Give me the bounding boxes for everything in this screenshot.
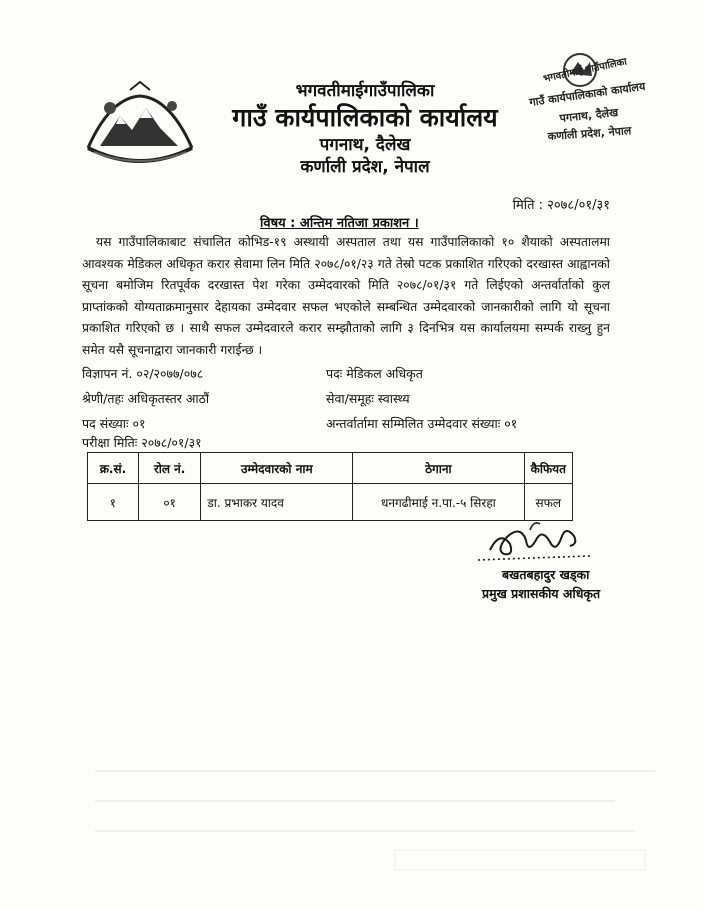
post-count: पद संख्याः ०१ [82,416,146,431]
cell-serial: १ [88,484,139,521]
interview-count: अन्तर्वार्तामा सम्मिलित उम्मेदवार संख्याः ०१ [326,416,518,431]
col-remarks: कैफियत [524,453,572,484]
office-name: गाउँ कार्यपालिकाको कार्यालय [232,103,498,132]
exam-date: परीक्षा मितिः २०७८/०१/३१ [82,435,202,450]
cell-candidate: डा. प्रभाकर यादव [201,484,353,521]
col-address: ठेगाना [353,453,524,484]
advert-number: विज्ञापन नं. ०२/२०७७/०७८ [82,366,204,381]
col-serial: क्र.सं. [88,453,139,484]
signatory-name: बखतबहादुर खड्का [502,567,590,582]
svg-text:कर्णाली प्रदेश, नेपाल: कर्णाली प्रदेश, नेपाल [547,124,632,143]
cell-roll: ०१ [138,484,201,521]
office-address: पगनाथ, दैलेख [319,135,411,155]
province-country: कर्णाली प्रदेश, नेपाल [300,157,430,177]
cell-address: धनगढीमाई न.पा.-५ सिरहा [353,484,524,521]
notice-date: मिति : २०७८/०१/३१ [512,198,610,213]
show-through-background [95,760,655,880]
service-group: सेवा/समूहः स्वास्थ्य [326,391,410,406]
svg-text:भगवतीमाई गाउँपालिका: भगवतीमाई गाउँपालिका [542,56,628,85]
letterhead [180,80,550,178]
cell-remarks: सफल [524,484,572,521]
svg-text:पगनाथ, दैलेख: पगनाथ, दैलेख [558,105,619,125]
post-name: पदः मेडिकल अधिकृत [326,366,423,381]
notice-subject: विषय : अन्तिम नतिजा प्रकाशन । [260,216,419,231]
notice-body: यस गाउँपालिकाबाट संचालित कोभिड-१९ अस्थायी अस्पताल तथा यस गाउँपालिकाको १० शैयाको अस्पतालमा आवश्यक मेडिकल अधिकृत करार सेवामा लिन मिति २०७८/०१/२३ गते तेस्रो पटक प्रकाशित गरिएको दरखास्त आह्वानको सूचना बमोजिम रितपूर्वक दरखास्त पेश गरेका उम्मेदवारको मिति २०७८/०१/३१ गते लिईएको अन्तर्वार्ताको कुल प्राप्तांकको योग्यताक्रमानुसार देहायका उम्मेदवार सफल भएकोले सम्बन्धित उम्मेदवारको जानकारीको लागि यो सूचना प्रकाशित गरिएको छ । साथै सफल उम्मेदवारले करार सम्झौताको लागि ३ दिनभित्र यस कार्यालयमा सम्पर्क राख्नु हुन समेत यसै सूचनाद्वारा जानकारी गराईन्छ । [82,235,610,357]
table-header-row [88,453,573,484]
post-level: श्रेणी/तहः अधिकृतस्तर आठौं [82,391,210,406]
office-stamp [520,44,650,154]
municipality-name: भगवतीमाईगाउँपालिका [295,81,435,101]
col-roll: रोल नं. [138,453,201,484]
svg-text:गाउँ कार्यपालिकाको कार्यालय: गाउँ कार्यपालिकाको कार्यालय [528,79,647,109]
col-candidate: उम्मेदवारको नाम [201,453,353,484]
signatory-title: प्रमुख प्रशासकीय अधिकृत [482,586,601,601]
